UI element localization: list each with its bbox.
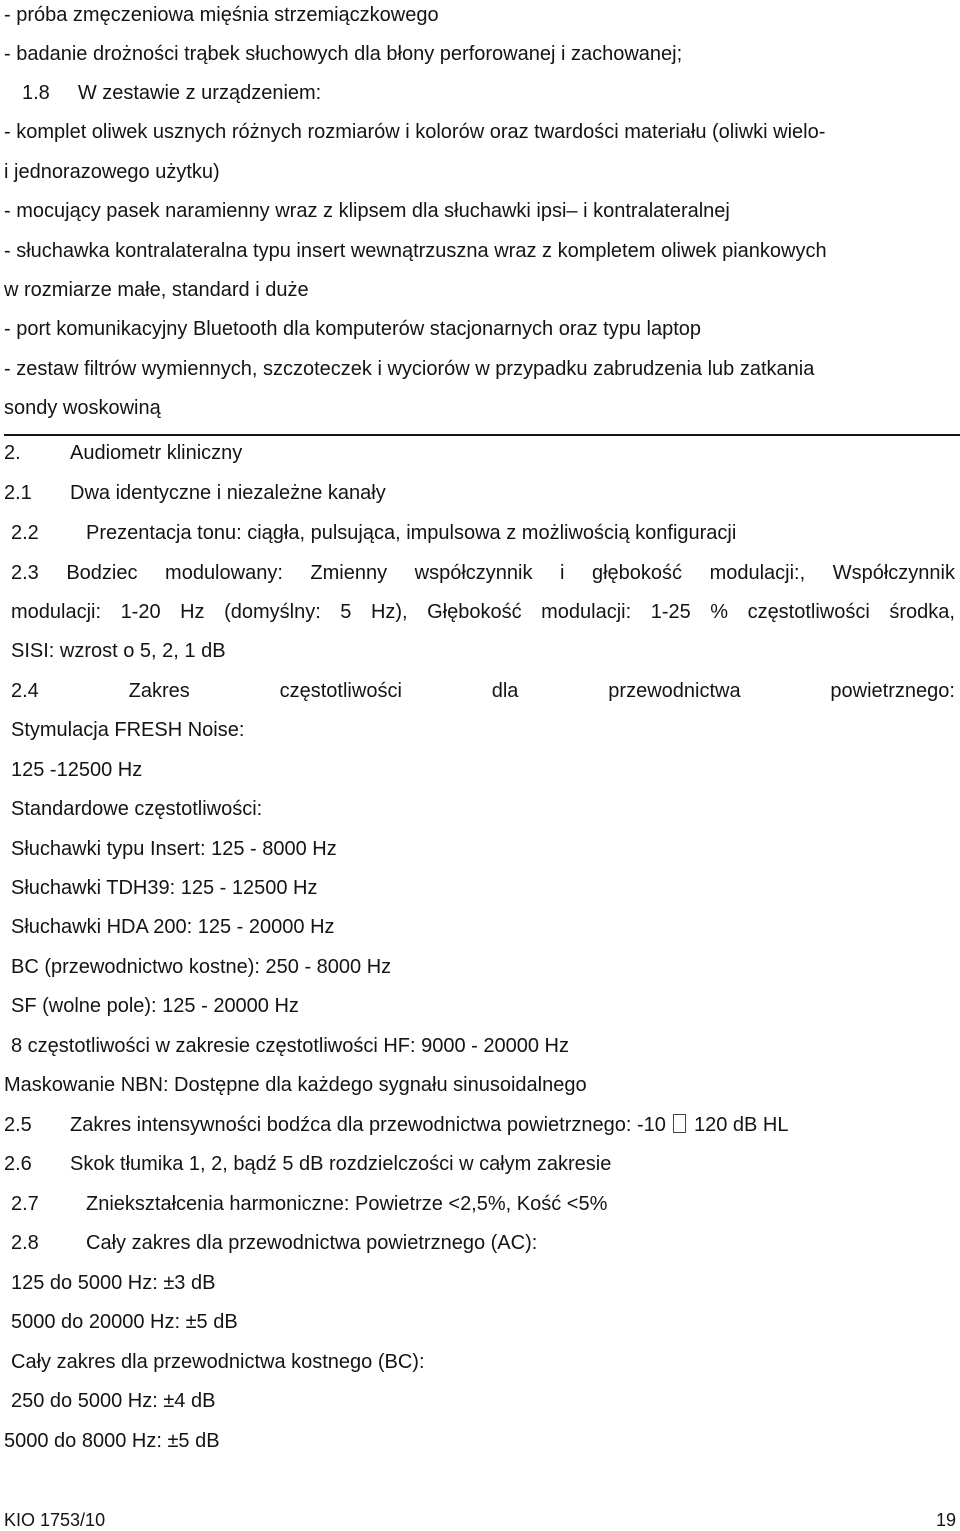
word: Współczynnik bbox=[832, 562, 955, 584]
spec-line: 125 do 5000 Hz: ±3 dB bbox=[11, 1272, 216, 1294]
section-title: Cały zakres dla przewodnictwa powietrznego (AC): bbox=[86, 1232, 538, 1254]
word: 5 bbox=[340, 601, 352, 623]
spec-line: BC (przewodnictwo kostne): 250 - 8000 Hz bbox=[11, 956, 392, 978]
spec-line: 125 -12500 Hz bbox=[11, 759, 143, 781]
word: 2.4 bbox=[11, 680, 39, 702]
word: środka, bbox=[889, 601, 955, 623]
spec-line: 8 częstotliwości w zakresie częstotliwości HF: 9000 - 20000 Hz bbox=[11, 1035, 569, 1057]
section-text: 120 dB HL bbox=[693, 1114, 789, 1136]
list-item: w rozmiarze małe, standard i duże bbox=[4, 279, 309, 301]
horizontal-rule bbox=[4, 434, 960, 436]
word: Bodziec bbox=[66, 562, 138, 584]
section-number: 2.6 bbox=[4, 1153, 32, 1175]
section-number: 2.1 bbox=[4, 482, 32, 504]
spec-line: Słuchawki TDH39: 125 - 12500 Hz bbox=[11, 877, 318, 899]
section-text: Dwa identyczne i niezależne kanały bbox=[70, 482, 386, 504]
list-item: - słuchawka kontralateralna typu insert wewnątrzuszna wraz z kompletem oliwek piankowych bbox=[4, 240, 827, 262]
section-2-3-line-1 bbox=[11, 561, 955, 585]
word: współczynnik bbox=[414, 562, 533, 584]
section-title: W zestawie z urządzeniem: bbox=[77, 82, 322, 104]
section-2-heading bbox=[4, 441, 242, 465]
spec-line: Słuchawki typu Insert: 125 - 8000 Hz bbox=[11, 838, 337, 860]
word: modulowany: bbox=[165, 562, 283, 584]
spec-line: Słuchawki HDA 200: 125 - 20000 Hz bbox=[11, 916, 335, 938]
list-item: sondy woskowiną bbox=[4, 397, 161, 419]
word: częstotliwości bbox=[747, 601, 870, 623]
spec-line: SF (wolne pole): 125 - 20000 Hz bbox=[11, 995, 299, 1017]
spec-line: Stymulacja FRESH Noise: bbox=[11, 719, 245, 741]
list-item: i jednorazowego użytku) bbox=[4, 161, 220, 183]
word: Hz), bbox=[370, 601, 408, 623]
section-2-7 bbox=[11, 1192, 607, 1216]
section-text: Zakres intensywności bodźca dla przewodnictwa powietrznego: -10 bbox=[70, 1114, 666, 1136]
spec-line: Cały zakres dla przewodnictwa kostnego (BC): bbox=[11, 1351, 425, 1373]
footer-doc-id: KIO 1753/10 bbox=[4, 1510, 106, 1530]
word: częstotliwości bbox=[279, 680, 402, 702]
section-2-5 bbox=[4, 1113, 789, 1137]
word: powietrznego: bbox=[830, 680, 955, 702]
section-number: 2.8 bbox=[11, 1232, 39, 1254]
word: 2.3 bbox=[11, 562, 39, 584]
section-2-3-line-2 bbox=[11, 600, 955, 624]
list-item: - komplet oliwek usznych różnych rozmiarów i kolorów oraz twardości materiału (oliwki wielo- bbox=[4, 121, 826, 143]
spec-line: 5000 do 20000 Hz: ±5 dB bbox=[11, 1311, 238, 1333]
section-text: Skok tłumika 1, 2, bądź 5 dB rozdzielczości w całym zakresie bbox=[70, 1153, 612, 1175]
word: (domyślny: bbox=[224, 601, 321, 623]
section-number: 2.5 bbox=[4, 1114, 32, 1136]
section-2-3-line-3: SISI: wzrost o 5, 2, 1 dB bbox=[11, 640, 226, 662]
word: modulacji: bbox=[11, 601, 102, 623]
missing-glyph-icon bbox=[673, 1114, 686, 1133]
word: 1-25 bbox=[650, 601, 691, 623]
word: % bbox=[710, 601, 729, 623]
section-2-1 bbox=[4, 481, 386, 505]
masking-line: Maskowanie NBN: Dostępne dla każdego sygnału sinusoidalnego bbox=[4, 1074, 587, 1096]
section-2-4-heading bbox=[11, 679, 955, 703]
word: Zakres bbox=[128, 680, 190, 702]
section-title: Audiometr kliniczny bbox=[70, 442, 243, 464]
list-item: - port komunikacyjny Bluetooth dla komputerów stacjonarnych oraz typu laptop bbox=[4, 318, 702, 340]
word: modulacji:, bbox=[709, 562, 806, 584]
section-2-2 bbox=[11, 521, 736, 545]
word: przewodnictwa bbox=[608, 680, 741, 702]
word: i bbox=[560, 562, 565, 584]
spec-line: Standardowe częstotliwości: bbox=[11, 798, 263, 820]
word: modulacji: bbox=[541, 601, 632, 623]
intro-line: - próba zmęczeniowa mięśnia strzemiączkowego bbox=[4, 4, 439, 26]
word: dla bbox=[491, 680, 519, 702]
section-text: Zniekształcenia harmoniczne: Powietrze <2,5%, Kość <5% bbox=[86, 1193, 608, 1215]
spec-line: 5000 do 8000 Hz: ±5 dB bbox=[4, 1430, 220, 1452]
word: głębokość bbox=[591, 562, 683, 584]
section-2-8 bbox=[11, 1231, 537, 1255]
list-item: - zestaw filtrów wymiennych, szczoteczek i wyciorów w przypadku zabrudzenia lub zatkania bbox=[4, 358, 815, 380]
section-number: 2.7 bbox=[11, 1193, 39, 1215]
section-number: 1.8 bbox=[22, 82, 50, 104]
footer-page-number: 19 bbox=[935, 1510, 956, 1530]
section-1-8-heading bbox=[22, 81, 321, 105]
word: Zmienny bbox=[310, 562, 388, 584]
intro-line: - badanie drożności trąbek słuchowych dla błony perforowanej i zachowanej; bbox=[4, 43, 683, 65]
word: 1-20 bbox=[120, 601, 161, 623]
section-text: Prezentacja tonu: ciągła, pulsująca, impulsowa z możliwością konfiguracji bbox=[86, 522, 737, 544]
spec-line: 250 do 5000 Hz: ±4 dB bbox=[11, 1390, 216, 1412]
word: Głębokość bbox=[427, 601, 522, 623]
section-2-6 bbox=[4, 1152, 611, 1176]
list-item: - mocujący pasek naramienny wraz z klipsem dla słuchawki ipsi– i kontralateralnej bbox=[4, 200, 730, 222]
section-number: 2.2 bbox=[11, 522, 39, 544]
section-number: 2. bbox=[4, 442, 21, 464]
word: Hz bbox=[180, 601, 205, 623]
